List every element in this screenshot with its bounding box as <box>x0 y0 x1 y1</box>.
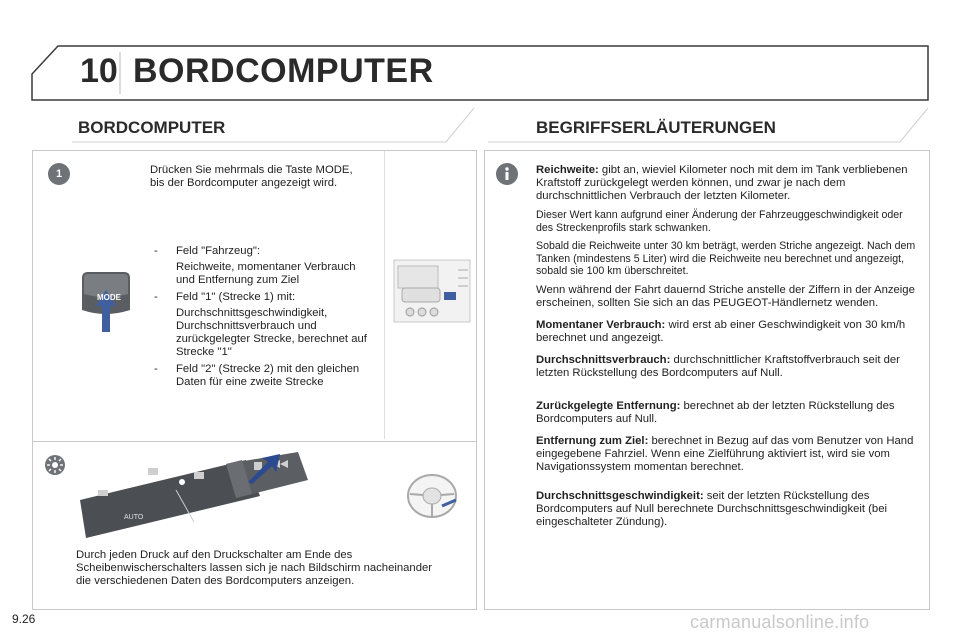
definition-term: Entfernung zum Ziel: <box>536 434 649 447</box>
right-section-title: BEGRIFFSERLÄUTERUNGEN <box>536 118 776 137</box>
stalk-instruction: Durch jeden Druck auf den Druckschalter am Ende des Scheibenwischerschalters lassen sich je nach Bildschirm nacheinander die verschiedenen Daten des Bordcomputers anzeigen. <box>76 549 433 587</box>
steering-wheel-illustration <box>404 470 460 520</box>
definition-item <box>536 490 918 529</box>
list-dash: - <box>154 291 158 303</box>
definition-text: durchschnittlicher Kraftstoffverbrauch seit der letzten Rückstellung des Bordcomputers auf Null. <box>536 353 900 379</box>
definition-note <box>536 209 918 234</box>
stalk-auto-label: AUTO <box>124 514 144 521</box>
definition-item <box>536 164 918 203</box>
definition-text: gibt an, wieviel Kilometer noch mit dem im Tank verbliebenen Kraftstoff zurückgelegt werden können, und zwar je nach dem durchschnittlichen Verbrauch der letzten Kilometer. <box>536 164 908 202</box>
list-dash: - <box>154 245 158 257</box>
definition-note <box>536 240 918 278</box>
display-field-list <box>150 245 375 393</box>
definition-text: Dieser Wert kann aufgrund einer Änderung der Fahrzeuggeschwindigkeit oder des Streckenprofils stark schwanken. <box>536 209 903 234</box>
list-item <box>150 291 375 359</box>
press-arrow <box>246 452 282 484</box>
definition-text: seit der letzten Rückstellung des Bordcomputers auf Null berechnete Durchschnittsgeschwindigkeit (bei eingeschalteter Zündung). <box>536 489 888 528</box>
definition-term: Durchschnittsgeschwindigkeit: <box>536 489 704 502</box>
definition-text: Sobald die Reichweite unter 30 km beträgt, werden Striche angezeigt. Nach dem Tanken (mindestens 5 Liter) wird die Reichweite neu berechnet und angezeigt, sobald sie 100 km überschreitet. <box>536 240 916 277</box>
mode-button-graphic <box>78 268 134 340</box>
list-item-detail: Durchschnittsgeschwindigkeit, Durchschnittsverbrauch und zurückgelegter Strecke, berechnet auf Strecke "1" <box>176 307 367 358</box>
page-number: 9.26 <box>12 612 36 626</box>
definition-term: Durchschnittsverbrauch: <box>536 353 671 366</box>
definition-text: Wenn während der Fahrt dauernd Striche anstelle der Ziffern in der Anzeige erscheinen, sollten Sie sich an das PEUGEOT-Händlernetz wenden. <box>536 283 915 309</box>
list-item-title: Feld "1" (Strecke 1) mit: <box>176 291 296 303</box>
list-item-detail: Reichweite, momentaner Verbrauch und Entfernung zum Ziel <box>176 261 356 286</box>
info-icon <box>496 163 518 185</box>
definition-term: Zurückgelegte Entfernung: <box>536 399 681 412</box>
step-instruction: Drücken Sie mehrmals die Taste MODE, bis der Bordcomputer angezeigt wird. <box>150 164 353 189</box>
left-section-title: BORDCOMPUTER <box>78 118 226 137</box>
definition-item <box>536 319 918 345</box>
definition-note <box>536 284 918 310</box>
mode-button-label: MODE <box>97 293 121 302</box>
chapter-number: 10 <box>80 52 118 90</box>
definition-item <box>536 354 918 380</box>
list-item-title: Feld "Fahrzeug": <box>176 245 260 257</box>
list-dash: - <box>154 363 158 375</box>
radio-unit-illustration <box>392 258 472 324</box>
definition-text: wird erst ab einer Geschwindigkeit von 30 km/h berechnet und angezeigt. <box>536 318 906 344</box>
definition-term: Reichweite: <box>536 164 599 176</box>
step-number-badge: 1 <box>48 163 70 185</box>
panel-divider <box>384 151 385 439</box>
definition-term: Momentaner Verbrauch: <box>536 318 666 331</box>
chapter-title: BORDCOMPUTER <box>133 52 434 90</box>
definitions-list <box>536 164 918 535</box>
definition-text: berechnet ab der letzten Rückstellung des Bordcomputers auf Null. <box>536 399 895 425</box>
lighting-icon <box>44 454 66 476</box>
definition-item <box>536 400 918 426</box>
definition-text: berechnet in Bezug auf das vom Benutzer von Hand eingegebene Fahrziel. Wenn eine Zielführung aktiviert ist, wird sie vom Navigationssystem momentan berechnet. <box>536 434 914 473</box>
watermark: carmanualsonline.info <box>690 612 870 632</box>
list-item <box>150 363 375 389</box>
list-item-title: Feld "2" (Strecke 2) mit den gleichen Daten für eine zweite Strecke <box>176 363 360 388</box>
definition-item <box>536 435 918 474</box>
list-item <box>150 245 375 287</box>
